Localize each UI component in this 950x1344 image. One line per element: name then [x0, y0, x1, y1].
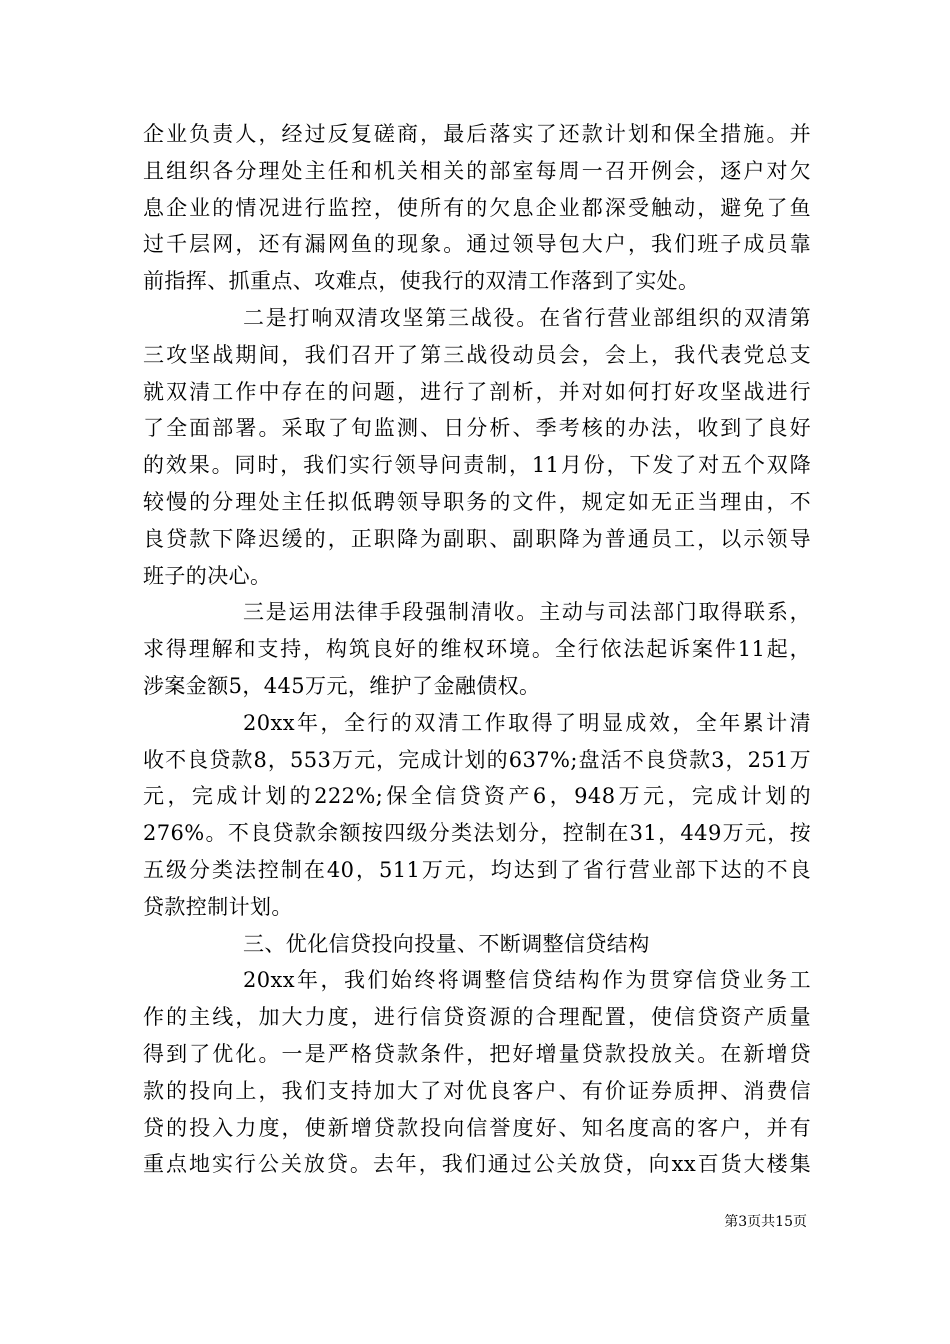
- text-line: 且组织各分理处主任和机关相关的部室每周一召开例会，逐户对欠: [143, 158, 811, 183]
- body-text: [143, 116, 811, 1183]
- text-line: 五级分类法控制在40，511万元，均达到了省行营业部下达的不良: [143, 857, 811, 882]
- text-line: 款的投向上，我们支持加大了对优良客户、有价证券质押、消费信: [143, 1078, 811, 1103]
- text-line: 贷的投入力度，使新增贷款投向信誉度好、知名度高的客户，并有: [143, 1115, 811, 1140]
- text-line: 就双清工作中存在的问题，进行了剖析，并对如何打好攻坚战进行: [143, 379, 811, 404]
- paragraph-first-line: 二是打响双清攻坚第三战役。在省行营业部组织的双清第: [243, 305, 811, 330]
- text-line: 三攻坚战期间，我们召开了第三战役动员会，会上，我代表党总支: [143, 342, 811, 367]
- text-line: 的效果。同时，我们实行领导问责制，11月份，下发了对五个双降: [143, 453, 811, 478]
- text-line: 元，完成计划的222%;保全信贷资产6，948万元，完成计划的: [143, 784, 811, 809]
- text-line: 企业负责人，经过反复磋商，最后落实了还款计划和保全措施。并: [143, 122, 811, 146]
- text-line: 涉案金额5，445万元，维护了金融债权。: [143, 673, 541, 698]
- page-number: 第3页共15页: [724, 1214, 807, 1230]
- paragraph-first-line: 三是运用法律手段强制清收。主动与司法部门取得联系，: [243, 600, 811, 625]
- text-line: 班子的决心。: [143, 563, 272, 588]
- text-line: 作的主线，加大力度，进行信贷资源的合理配置，使信贷资产质量: [143, 1005, 811, 1030]
- text-line: 收不良贷款8，553万元，完成计划的637%;盘活不良贷款3，251万: [143, 747, 811, 772]
- text-line: 得到了优化。一是严格贷款条件，把好增量贷款投放关。在新增贷: [143, 1041, 811, 1066]
- text-line: 良贷款下降迟缓的，正职降为副职、副职降为普通员工，以示领导: [143, 526, 811, 551]
- paragraph-first-line: 20xx年，全行的双清工作取得了明显成效，全年累计清: [243, 710, 811, 735]
- text-line: 求得理解和支持，构筑良好的维权环境。全行依法起诉案件11起，: [143, 637, 811, 662]
- text-line: 较慢的分理处主任拟低聘领导职务的文件，规定如无正当理由，不: [143, 489, 811, 514]
- text-line: 过千层网，还有漏网鱼的现象。通过领导包大户，我们班子成员靠: [143, 232, 811, 257]
- text-line: 276%。不良贷款余额按四级分类法划分，控制在31，449万元，按: [143, 821, 811, 846]
- text-line: 前指挥、抓重点、攻难点，使我行的双清工作落到了实处。: [143, 269, 700, 294]
- text-line: 了全面部署。采取了旬监测、日分析、季考核的办法，收到了良好: [143, 416, 811, 441]
- paragraph-first-line: 20xx年，我们始终将调整信贷结构作为贯穿信贷业务工: [243, 968, 811, 993]
- text-line: 息企业的情况进行监控，使所有的欠息企业都深受触动，避免了鱼: [143, 195, 811, 220]
- text-line: 贷款控制计划。: [143, 894, 293, 919]
- section-heading: 三、优化信贷投向投量、不断调整信贷结构: [243, 931, 650, 956]
- text-line: 重点地实行公关放贷。去年，我们通过公关放贷，向xx百货大楼集: [143, 1152, 811, 1177]
